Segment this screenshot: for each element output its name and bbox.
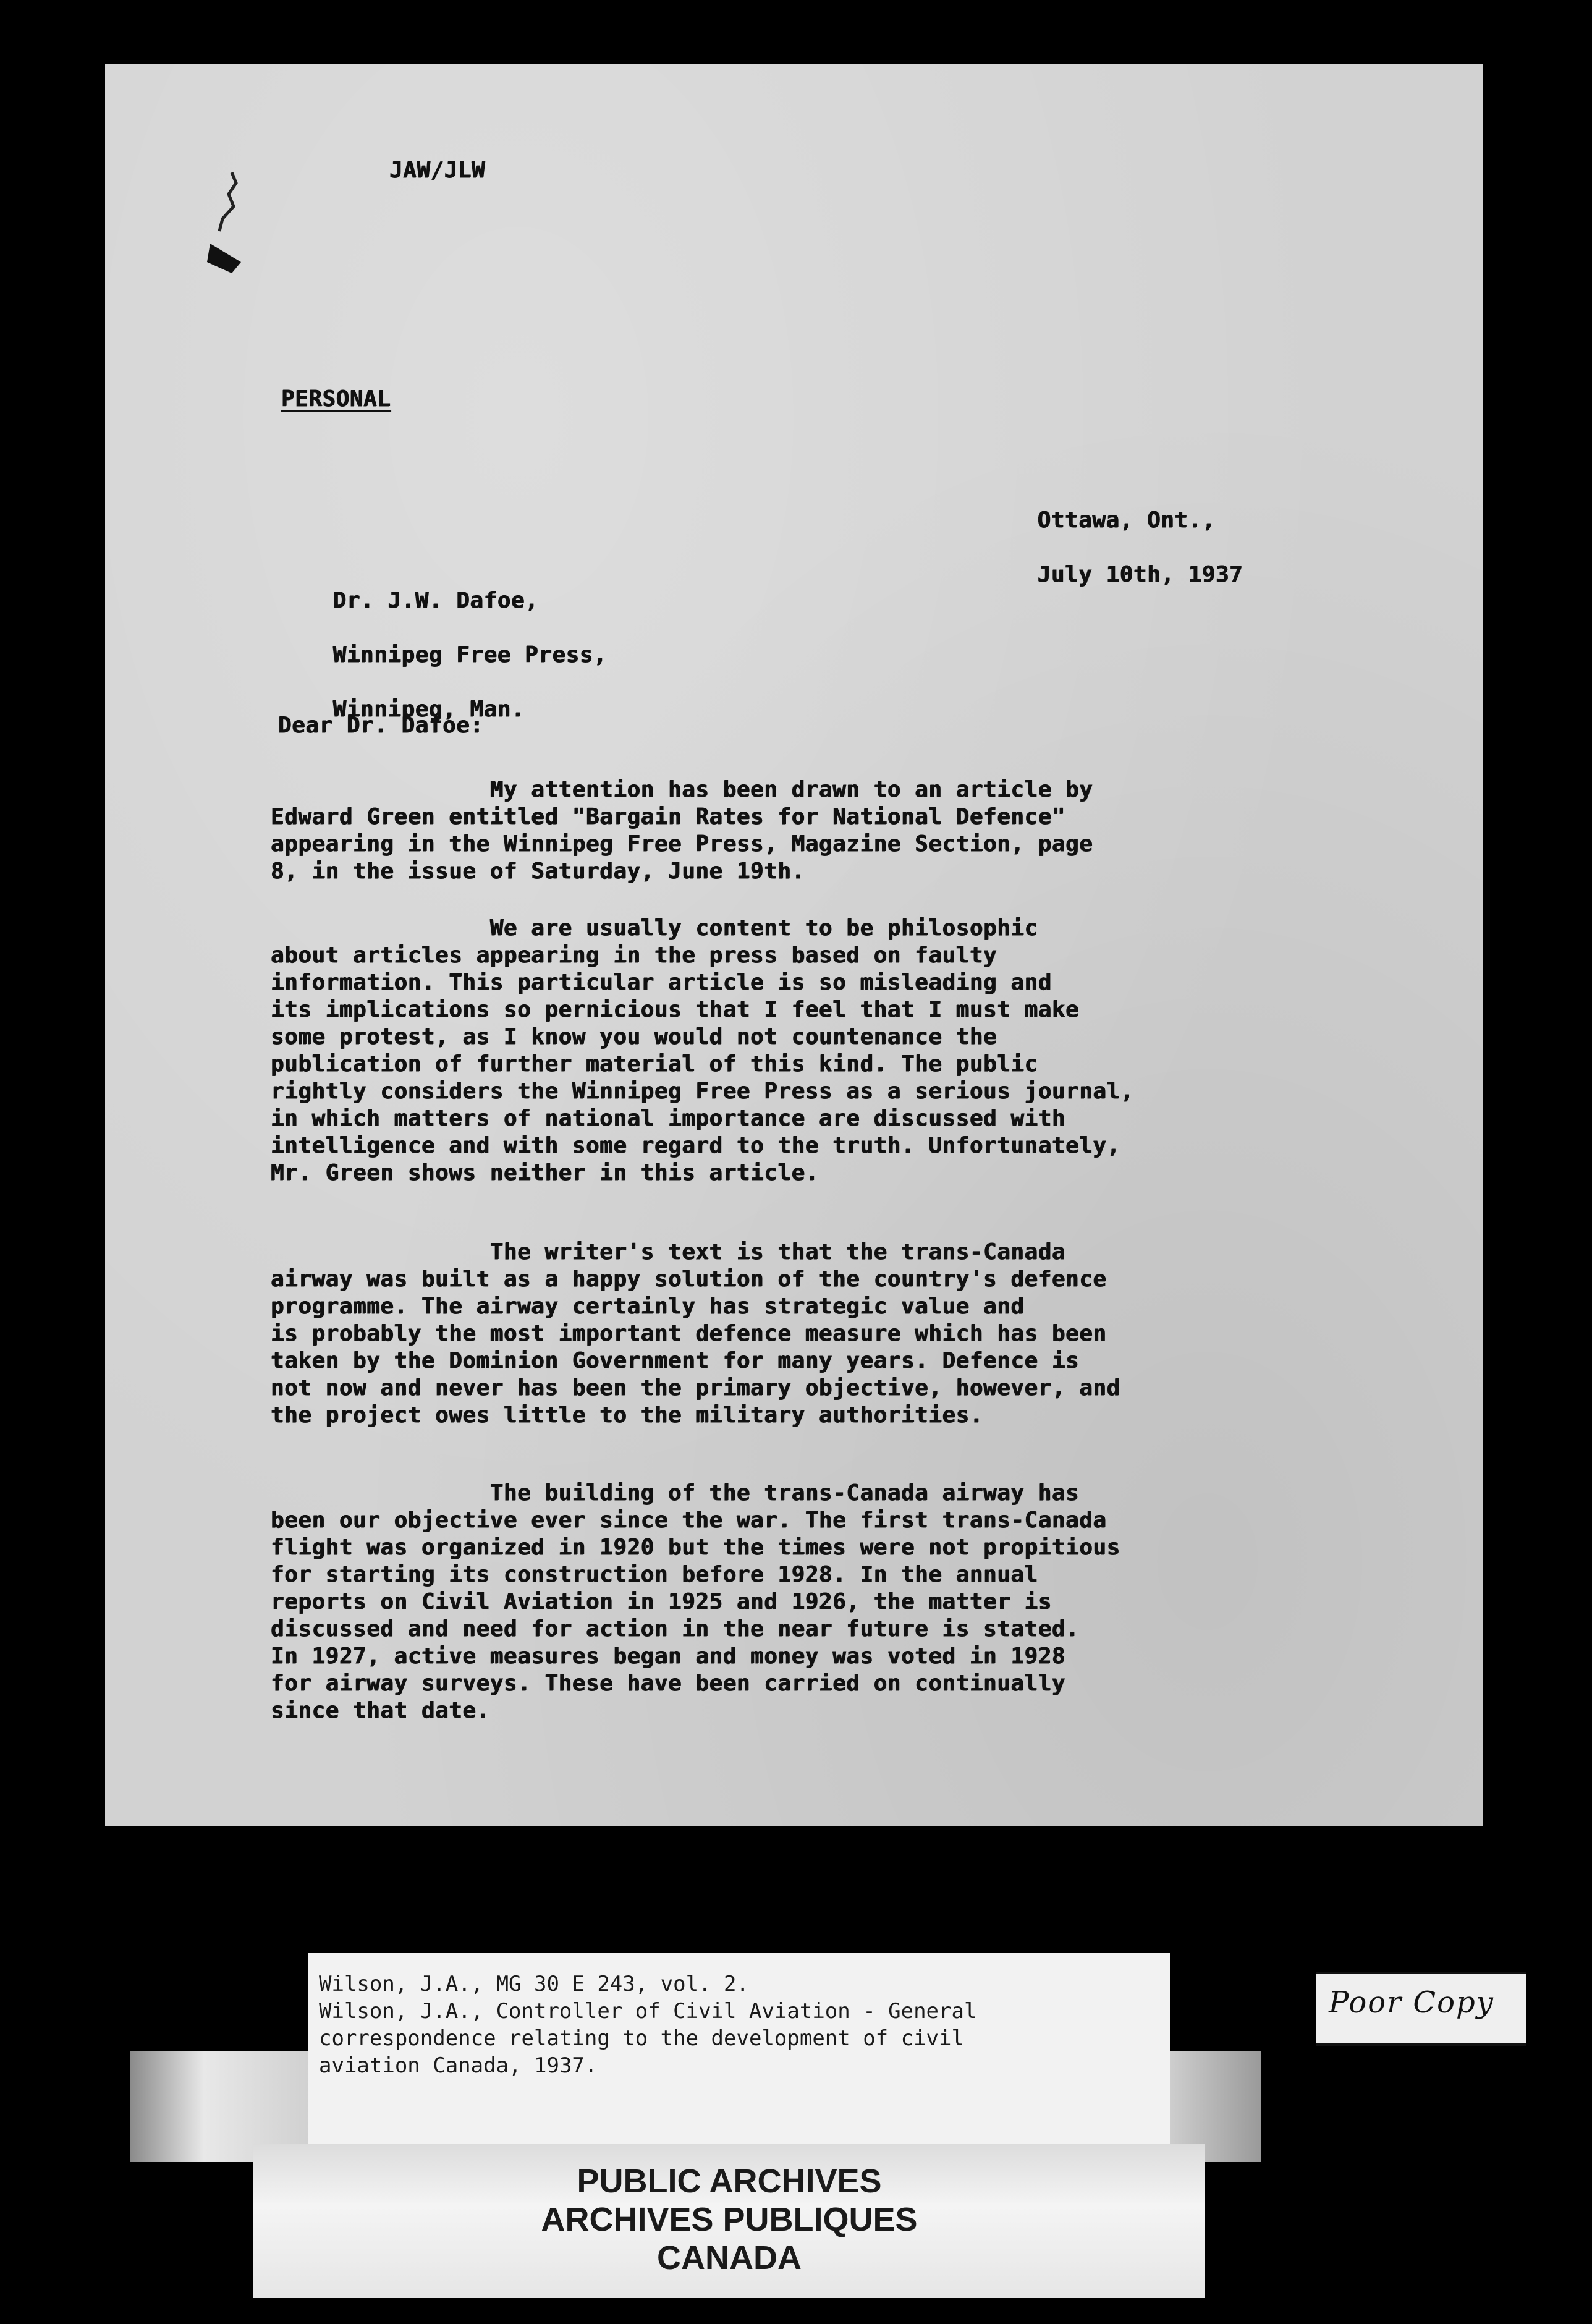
stamp-line-country: CANADA — [657, 2239, 802, 2276]
stamp-line-french: ARCHIVES PUBLIQUES — [541, 2201, 918, 2238]
archive-reference-label — [308, 1953, 1170, 2144]
address-line-name: Dr. J.W. Dafoe, — [332, 588, 539, 613]
paragraph-1: My attention has been drawn to an article by Edward Green entitled "Bargain Rates for National Defence" appearing in the Winnipeg Free Press, Magazine Section, page 8, in the issue of Saturday, June 19th. — [271, 777, 1093, 884]
ink-smudge-mark — [198, 169, 253, 274]
letter-page — [105, 64, 1483, 1826]
reference-initials: JAW/JLW — [389, 158, 486, 183]
label-line-3: correspondence relating to the development of civil — [319, 2026, 964, 2051]
stamp-line-english: PUBLIC ARCHIVES — [577, 2163, 882, 2200]
address-line-city: Winnipeg, Man. — [332, 697, 525, 722]
poor-copy-note — [1316, 1972, 1526, 2046]
paragraph-3: The writer's text is that the trans-Canada airway was built as a happy solution of the country's defence programme. The airway certainly has strategic value and is probably the most important defence measure which has been taken by the Dominion Government for many years. Defence is not now and never has been the primary objective, however, and the project owes little to the military authorities. — [271, 1239, 1120, 1428]
paragraph-2: We are usually content to be philosophic about articles appearing in the press based on faulty information. This particular article is so misleading and its implications so pernicious that I feel that I must make some protest, as I know you would not countenance the publication of further material of this kind. The public rightly considers the Winnipeg Free Press as a serious journal, in which matters of national importance are discussed with intelligence and with some regard to the truth. Unfortunately, Mr. Green shows neither in this article. — [271, 915, 1134, 1185]
paragraph-4: The building of the trans-Canada airway has been our objective ever since the war. The first trans-Canada flight was organized in 1920 but the times were not propitious for starting its construction before 1928. In the annual reports on Civil Aviation in 1925 and 1926, the matter is discussed and need for action in the near future is stated. In 1927, active measures began and money was voted in 1928 for airway surveys. These have been carried on continually since that date. — [271, 1480, 1120, 1723]
handwritten-note-text: Poor Copy — [1329, 1985, 1494, 2020]
date-block — [983, 480, 1243, 616]
salutation: Dear Dr. Dafoe: — [278, 713, 484, 738]
date-line-date: July 10th, 1937 — [1037, 562, 1243, 587]
letter-heading: PERSONAL — [281, 386, 391, 412]
date-line-place: Ottawa, Ont., — [1037, 507, 1216, 533]
label-line-4: aviation Canada, 1937. — [319, 2053, 598, 2078]
public-archives-stamp — [253, 2144, 1205, 2298]
address-line-org: Winnipeg Free Press, — [332, 642, 608, 668]
label-line-1: Wilson, J.A., MG 30 E 243, vol. 2. — [319, 1972, 749, 1996]
label-line-2: Wilson, J.A., Controller of Civil Aviation - General — [319, 1999, 977, 2024]
